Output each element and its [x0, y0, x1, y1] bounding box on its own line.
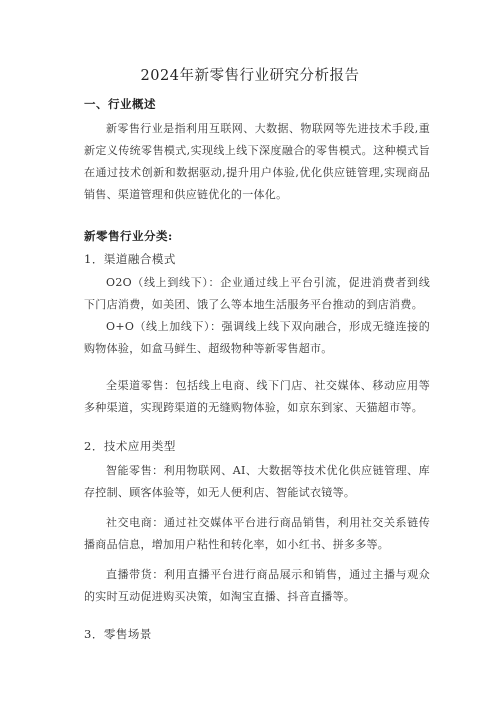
category-heading-channel: 1．渠道融合模式: [84, 252, 176, 266]
overview-paragraph: 新零售行业是指利用互联网、大数据、物联网等先进技术手段,重新定义传统零售模式,实现线上线下深度融合的零售模式。这种模式旨在通过技术创新和数据驱动,提升用户体验,优化供应链管理,实现商品销售、渠道管理和供应链优化的一体化。: [84, 122, 430, 201]
paragraph-social-ecommerce: 社交电商：通过社交媒体平台进行商品销售，利用社交关系链传播商品信息，增加用户粘性和转化率，如小红书、拼多多等。: [84, 516, 430, 551]
category-heading-scenarios: 3．零售场景: [84, 627, 152, 641]
paragraph-live-streaming: 直播带货：利用直播平台进行商品展示和销售，通过主播与观众的实时互动促进购买决策，如淘宝直播、抖音直播等。: [84, 568, 430, 603]
paragraph-o2o: O2O（线上到线下）：企业通过线上平台引流，促进消费者到线下门店消费，如美团、饿了么等本地生活服务平台推动的到店消费。: [84, 276, 430, 311]
category-heading-tech: 2．技术应用类型: [84, 439, 176, 453]
paragraph-smart-retail: 智能零售：利用物联网、AI、大数据等技术优化供应链管理、库存控制、顾客体验等，如无人便利店、智能试衣镜等。: [84, 464, 430, 499]
section-heading-overview: 一、行业概述: [84, 97, 156, 111]
page-title: 2024年新零售行业研究分析报告: [140, 68, 360, 84]
paragraph-omnichannel: 全渠道零售：包括线上电商、线下门店、社交媒体、移动应用等多种渠道，实现跨渠道的无缝购物体验，如京东到家、天猫超市等。: [84, 379, 430, 414]
paragraph-o-plus-o: O+O（线上加线下）：强调线上线下双向融合，形成无缝连接的购物体验，如盒马鲜生、超级物种等新零售超市。: [84, 320, 430, 355]
classification-heading: 新零售行业分类:: [84, 229, 173, 243]
